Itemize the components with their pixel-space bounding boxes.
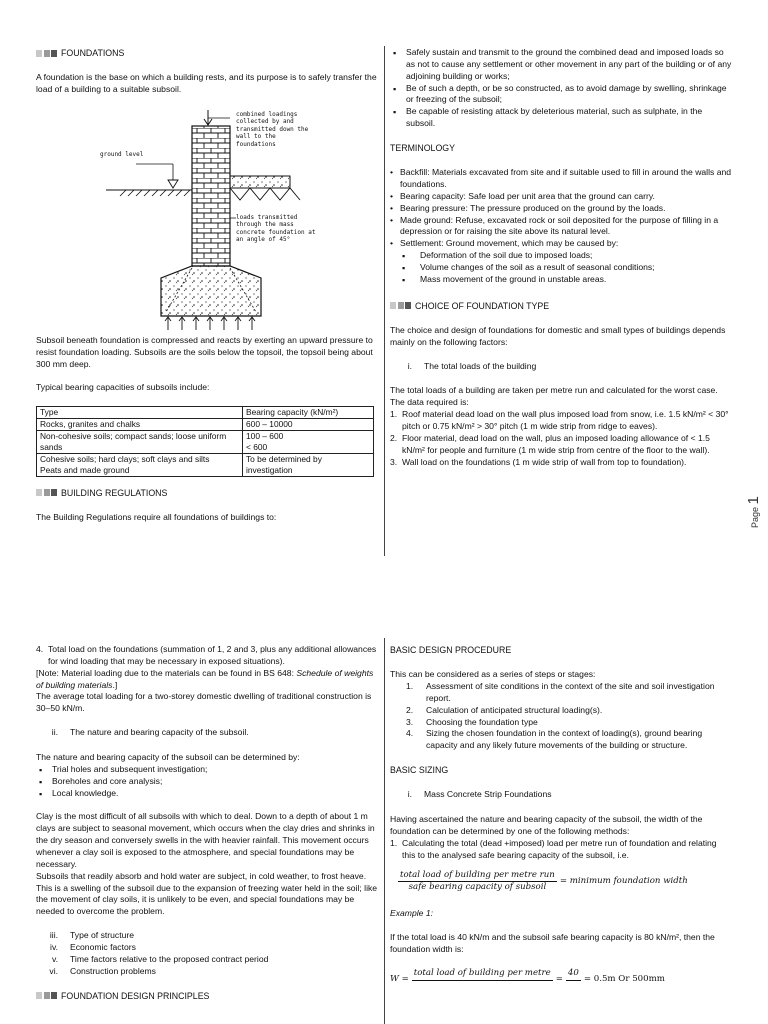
formula-equals: = xyxy=(555,974,563,985)
section-heading-choice xyxy=(390,300,732,312)
table-cell-capacity: 600 – 10000 xyxy=(243,419,374,431)
factor-label: Construction problems xyxy=(70,965,156,976)
list-item: • Backfill: Materials excavated from site and if suitable used to fill in around the walls and foundations. xyxy=(390,167,732,191)
list-item: ▪ Volume changes of the soil as a result of seasonal conditions; xyxy=(390,262,732,274)
table-cell-type: Rocks, granites and chalks xyxy=(37,419,243,431)
factor-label: Mass Concrete Strip Foundations xyxy=(424,789,552,800)
item-text: Total load on the foundations (summation of 1, 2 and 3, plus any additional allowances for wind loading that may be necessary in exposed situations). xyxy=(48,644,377,666)
heading-marker-icon xyxy=(36,992,57,999)
formula-fraction xyxy=(398,870,557,895)
foundation-section-drawing xyxy=(36,108,378,333)
example-formula xyxy=(390,968,732,993)
width-paragraph: Having ascertained the nature and bearing capacity of the subsoil, the width of the foundation can be determined by one of the following methods: xyxy=(390,814,703,836)
item-number: 4. xyxy=(406,728,414,739)
item-number: 1. xyxy=(390,837,398,848)
further-factors-list xyxy=(36,930,378,977)
loads-list xyxy=(390,409,732,468)
foundation-diagram xyxy=(36,108,378,333)
list-item xyxy=(406,728,732,752)
section-heading-basic-sizing: BASIC SIZING xyxy=(390,765,449,776)
item-number: 3. xyxy=(406,716,414,727)
table-header-type: Type xyxy=(37,407,243,419)
subsoil-paragraph: Subsoil beneath foundation is compressed and reacts by exerting an upward pressure to resist foundation loading. Subsoils are the soils below the topsoil, the topsoil being about 300 mm deep. xyxy=(36,334,373,369)
column-divider xyxy=(384,46,385,556)
table-cell-type: Non-cohesive soils; compact sands; loose uniform sands xyxy=(37,431,243,454)
list-item: ▪ Be capable of resisting attack by deleterious material, such as sulphate, in the subsoil. xyxy=(390,106,732,130)
table-row xyxy=(37,431,374,454)
factor-label: Economic factors xyxy=(70,942,136,953)
diagram-label-combined: combined loadings collected by and transmitted down the wall to the foundations xyxy=(236,110,309,148)
list-item: • Made ground: Refuse, excavated rock or soil deposited for the purpose of filling in a depression or for raising the site above its natural level. xyxy=(390,215,732,239)
item-number: 1. xyxy=(406,680,414,691)
nature-paragraph: The nature and bearing capacity of the subsoil can be determined by: xyxy=(36,752,300,763)
intro-paragraph: A foundation is the base on which a building rests, and its purpose is to safely transfer the load of a building to a suitable subsoil. xyxy=(36,72,377,94)
page-number-label xyxy=(744,496,765,528)
heading-marker-icon xyxy=(390,302,411,309)
formula-value-denominator xyxy=(570,981,577,993)
formula-result: = minimum foundation width xyxy=(559,875,688,886)
item-text: Sizing the chosen foundation in the context of loading(s), ground bearing capacity and any likely future movements of the building or structure. xyxy=(426,728,703,751)
formula-fraction xyxy=(412,968,553,993)
item-text: Choosing the foundation type xyxy=(426,716,538,727)
terminology-list xyxy=(390,167,732,250)
note-paragraph xyxy=(36,668,378,692)
regulation-requirements-list xyxy=(390,47,732,130)
basic-design-paragraph: This can be considered as a series of steps or stages: xyxy=(390,669,596,680)
list-item xyxy=(390,433,732,457)
item-number: 2. xyxy=(406,704,414,715)
heading-marker-icon xyxy=(36,489,57,496)
factor-heading-ii xyxy=(36,727,378,739)
formula-denominator xyxy=(479,981,486,993)
section-heading-terminology: TERMINOLOGY xyxy=(390,143,456,154)
design-steps-list xyxy=(390,681,732,752)
page-gap xyxy=(0,578,768,616)
item-text: Assessment of site conditions in the context of the site and soil investigation report. xyxy=(426,680,715,703)
list-item: ▪ Safely sustain and transmit to the ground the combined dead and imposed loads so as not to cause any settlement or other movement in any part of the building or of any adjoining building or works; xyxy=(390,47,732,83)
section-heading-basic-design: BASIC DESIGN PROCEDURE xyxy=(390,645,512,655)
table-cell-type: Cohesive soils; hard clays; soft clays and silts Peats and made ground xyxy=(37,453,243,476)
page1-left-column xyxy=(36,47,378,536)
section-heading-design-principles xyxy=(36,990,378,1002)
loads-paragraph: The total loads of a building are taken per metre run and calculated for the worst case. The data required is: xyxy=(390,385,718,408)
factor-number: iv. xyxy=(50,942,58,953)
list-item: • Bearing pressure: The pressure produced on the ground by the loads. xyxy=(390,203,732,215)
formula-numerator: total load of building per metre xyxy=(412,968,553,981)
list-item xyxy=(406,705,732,717)
item-number: 1. xyxy=(390,409,398,420)
average-paragraph: The average total loading for a two-storey domestic dwelling of traditional construction is 30–50 kN/m. xyxy=(36,691,372,714)
note-italic-text: Schedule of weights of building materials xyxy=(36,667,374,690)
factor-heading-i xyxy=(390,361,732,373)
list-item xyxy=(406,717,732,729)
item-number: 2. xyxy=(390,432,398,443)
width-formula xyxy=(398,870,732,895)
factor-number: v. xyxy=(51,953,58,964)
item-text: Wall load on the foundations (1 m wide strip of wall from top to foundation). xyxy=(402,456,687,467)
table-cell-capacity: To be determined by investigation xyxy=(243,453,374,476)
factor-label: The nature and bearing capacity of the subsoil. xyxy=(70,727,249,738)
factor-label: Time factors relative to the proposed contract period xyxy=(70,953,269,964)
section-heading-foundations xyxy=(36,47,378,59)
list-item xyxy=(406,681,732,705)
table-row xyxy=(37,419,374,431)
item-text: Roof material dead load on the wall plus imposed load from snow, i.e. 1.5 kN/m² < 30° pitch or 0.75 kN/m² > 30° pitch (1 m wide strip from ridge to eaves). xyxy=(402,409,729,432)
page-label-text: Page xyxy=(750,506,760,528)
table-cell-capacity: 100 – 600 < 600 xyxy=(243,431,374,454)
formula-denominator: safe bearing capacity of subsoil xyxy=(408,882,547,893)
list-item xyxy=(36,954,378,966)
page2-right-column xyxy=(390,644,732,1007)
formula-value-numerator: 40 xyxy=(566,968,581,981)
list-item: ▪ Be of such a depth, or be so constructed, as to avoid damage by swelling, shrinkage or freezing of the subsoil; xyxy=(390,83,732,107)
formula-result: = 0.5m Or 500mm xyxy=(583,974,665,985)
note-text: [Note: Material loading due to the materials can be found in BS 648: xyxy=(36,667,297,678)
loads-item-4 xyxy=(36,644,378,668)
choice-paragraph: The choice and design of foundations for domestic and small types of buildings depends mainly on the following factors: xyxy=(390,324,726,347)
list-item: ▪ Mass movement of the ground in unstable areas. xyxy=(390,274,732,286)
diagram-label-ground: ground level xyxy=(100,150,144,158)
list-item: ▪ Deformation of the soil due to imposed loads; xyxy=(390,250,732,262)
column-divider xyxy=(384,638,385,1024)
item-text: Calculating the total (dead +imposed) load per metre run of foundation and relating this to the analysed safe bearing capacity of the subsoil, i.e. xyxy=(402,837,717,860)
list-item xyxy=(36,966,378,978)
list-item xyxy=(36,930,378,942)
example-label: Example 1: xyxy=(390,908,433,919)
section-heading-building-regulations xyxy=(36,487,378,499)
table-row xyxy=(37,453,374,476)
bearing-capacity-table xyxy=(36,406,374,477)
clay-paragraph: Clay is the most difficult of all subsoils with which to deal. Down to a depth of about 1 m clays are subject to seasonal movement, which occurs when the clay dries and shrinks in the dry season and conversely swells in the with heavier rainfall. This movement occurs whenever a clay soil is exposed to the atmosphere, and special foundations may be necessary. xyxy=(36,811,375,869)
formula-numerator: total load of building per metre run xyxy=(398,870,557,883)
factor-number: ii. xyxy=(51,727,58,738)
list-item: • Settlement: Ground movement, which may be caused by: xyxy=(390,238,732,250)
heading-text: BUILDING REGULATIONS xyxy=(61,487,168,498)
item-number: 4. xyxy=(36,644,44,654)
list-item: ▪ Local knowledge. xyxy=(36,788,378,800)
settlement-causes-list xyxy=(390,250,732,286)
list-item: ▪ Trial holes and subsequent investigation; xyxy=(36,764,378,776)
list-item xyxy=(390,457,732,469)
table-header-row xyxy=(37,407,374,419)
factor-label: The total loads of the building xyxy=(424,360,537,371)
factor-number: i. xyxy=(407,360,412,371)
item-number: 3. xyxy=(390,456,398,467)
table-header-capacity: Bearing capacity (kN/m²) xyxy=(243,407,374,419)
formula-fraction-value xyxy=(566,968,581,993)
item-text: Calculation of anticipated structural loading(s). xyxy=(426,704,603,715)
item-text: Floor material, dead load on the wall, plus an imposed loading allowance of < 1.5 kN/m² for people and furniture (1 m wide strip from centre of the floor to the wall). xyxy=(402,432,710,455)
factor-number: iii. xyxy=(49,930,58,941)
list-item xyxy=(36,942,378,954)
frost-paragraph: Subsoils that readily absorb and hold water are subject, in cold weather, to frost heave. This is a swelling of the subsoil due to the expansion of freezing water held in the soil; like the movement of clay soils, it is unlikely to be even, and special foundations may be needed to overcome the problem. xyxy=(36,870,378,917)
factor-number: i. xyxy=(407,789,412,800)
sizing-heading-i xyxy=(390,789,732,801)
building-regs-paragraph: The Building Regulations require all foundations of buildings to: xyxy=(36,511,277,522)
page-number: 1 xyxy=(745,496,762,505)
list-item: ▪ Boreholes and core analysis; xyxy=(36,776,378,788)
formula-w: W = xyxy=(390,974,409,985)
diagram-label-loads: loads transmitted through the mass concrete foundation at an angle of 45° xyxy=(236,213,316,244)
heading-text: CHOICE OF FOUNDATION TYPE xyxy=(415,300,550,311)
nature-methods-list xyxy=(36,764,378,800)
page1-right-column xyxy=(390,47,732,468)
factor-label: Type of structure xyxy=(70,930,135,941)
note-suffix: .] xyxy=(112,679,118,690)
factor-number: vi. xyxy=(49,965,58,976)
example-paragraph: If the total load is 40 kN/m and the subsoil safe bearing capacity is 80 kN/m², then the foundation width is: xyxy=(390,932,715,954)
heading-text: FOUNDATIONS xyxy=(61,48,125,58)
method-item-1 xyxy=(390,838,732,862)
page-2 xyxy=(0,616,768,1024)
heading-text: FOUNDATION DESIGN PRINCIPLES xyxy=(61,990,210,1001)
list-item: • Bearing capacity: Safe load per unit area that the ground can carry. xyxy=(390,191,732,203)
list-item xyxy=(390,409,732,433)
page2-left-column xyxy=(36,644,378,1015)
typical-paragraph: Typical bearing capacities of subsoils include: xyxy=(36,382,210,393)
heading-marker-icon xyxy=(36,50,57,57)
